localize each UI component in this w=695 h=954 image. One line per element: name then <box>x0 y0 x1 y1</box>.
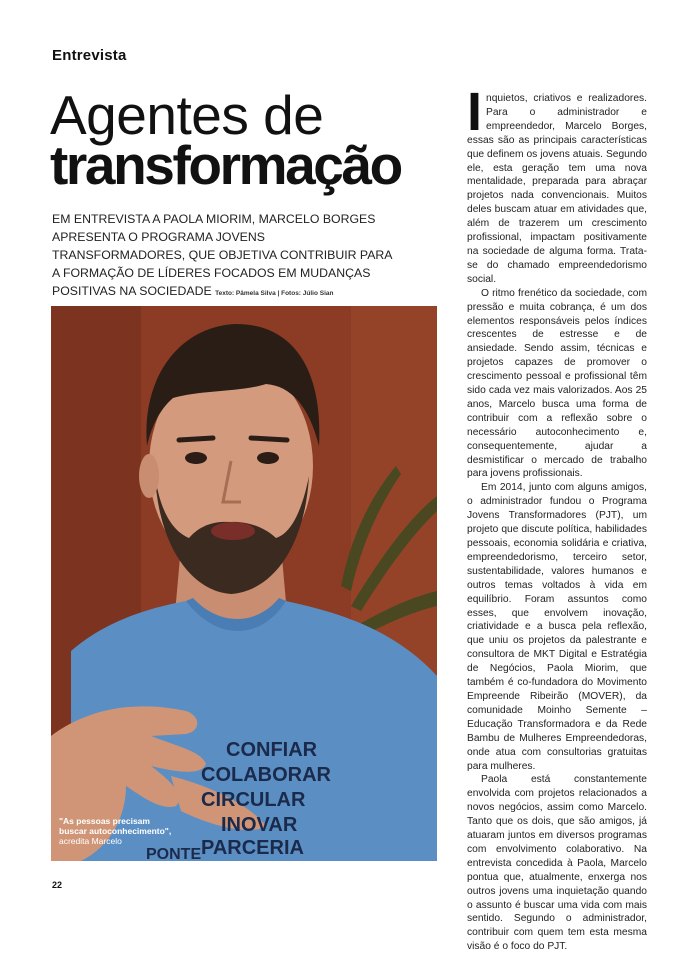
drop-cap: I <box>467 82 483 142</box>
paragraph-1-text: nquietos, criativos e realizadores. Para o administrador e empreendedor, Marcelo Borges, essas são as principais características que definem os jovens atuais. Segundo ele, esta geração tem uma nova mentalidade, preparada para abraçar projetos nada convencionais. Muitos deles buscam atuar em atividades que, além de trazerem um crescimento profissional, impactam positivamente na sociedade de alguma forma. Trata-se do chamado empreendedorismo social. <box>467 93 647 285</box>
shirt-text-1: CONFIAR <box>226 739 318 761</box>
paragraph-2: O ritmo frenético da sociedade, com pressão e muita cobrança, é um dos elementos responsáveis pelos índices crescentes de estresse e de ansiedade. Sendo assim, técnicas e projetos capazes de promover o crescimento pessoal e profissional têm sido cada vez mais valorizados. Aos 25 anos, Marcelo busca uma forma de contribuir com a reflexão sobre o necessário autoconhecimento e, consequentemente, ajudar a desmistificar o mercado de trabalho para jovens profissionais. <box>467 287 647 480</box>
paragraph-1 <box>467 82 647 287</box>
shirt-text-4: INOVAR <box>221 814 298 836</box>
caption-attribution: acredita Marcelo <box>59 836 122 846</box>
shirt-text-6: PONTE <box>146 846 202 861</box>
paragraph-3: Em 2014, junto com alguns amigos, o administrador fundou o Programa Jovens Transformadores (PJT), um projeto que discute política, habilidades pessoais, economia solidária e criativa, empreendedorismo, terceiro setor, sustentabilidade, valores humanos e outros temas voltados à vida em equilíbrio. Foram assuntos como esses, que envolvem inovação, criatividade e a busca pela reflexão, que uniu os projetos da palestrante e consultora de MKT Digital e Estratégia de Negócios, Paola Miorim, que também é co-fundadora do Movimento Empreende Ribeirão (MOVER), da comunidade Moinho Semente – Educação Transformadora e da Rede Bambu de Mulheres Empreendedoras, onde atua com consultorias gratuitas para mulheres. <box>467 482 647 772</box>
interview-photo <box>51 306 437 861</box>
byline-credits: Texto: Pâmela Silva | Fotos: Júlio Sian <box>215 290 334 297</box>
shirt-text-3: CIRCULAR <box>201 789 306 811</box>
dek-text: EM ENTREVISTA A PAOLA MIORIM, MARCELO BORGES APRESENTA O PROGRAMA JOVENS TRANSFORMADORES, QUE OBJETIVA CONTRIBUIR PARA A FORMAÇÃO DE LÍDERES FOCADOS EM MUDANÇAS POSITIVAS NA SOCIEDADE <box>52 212 392 298</box>
article-body <box>467 82 647 954</box>
paragraph-4: Paola está constantemente envolvida com projetos relacionados a novos negócios, assim como Marcelo. Tanto que os dois, que são amigos, já atuaram juntos em diversos programas com envolvimento colaborativo. Na entrevista concedida à Paola, Marcelo pontua que, atualmente, enxerga nos outros jovens uma inquietação quando o assunto é buscar uma vida com mais sentido. Segundo o administrador, contribuir com quem tem esta mesma visão é o foco do PJT. <box>467 774 647 953</box>
headline-line-1: Agentes de <box>50 84 324 146</box>
shirt-text-5: PARCERIA <box>201 837 304 859</box>
portrait-illustration <box>51 306 437 861</box>
section-label: Entrevista <box>52 47 127 64</box>
article-dek <box>52 210 397 303</box>
headline-line-2: transformação <box>50 134 401 196</box>
photo-caption <box>59 816 179 846</box>
shirt-text-2: COLABORAR <box>201 764 331 786</box>
caption-quote: "As pessoas precisam buscar autoconhecimento", <box>59 816 172 836</box>
page-number: 22 <box>52 880 63 890</box>
